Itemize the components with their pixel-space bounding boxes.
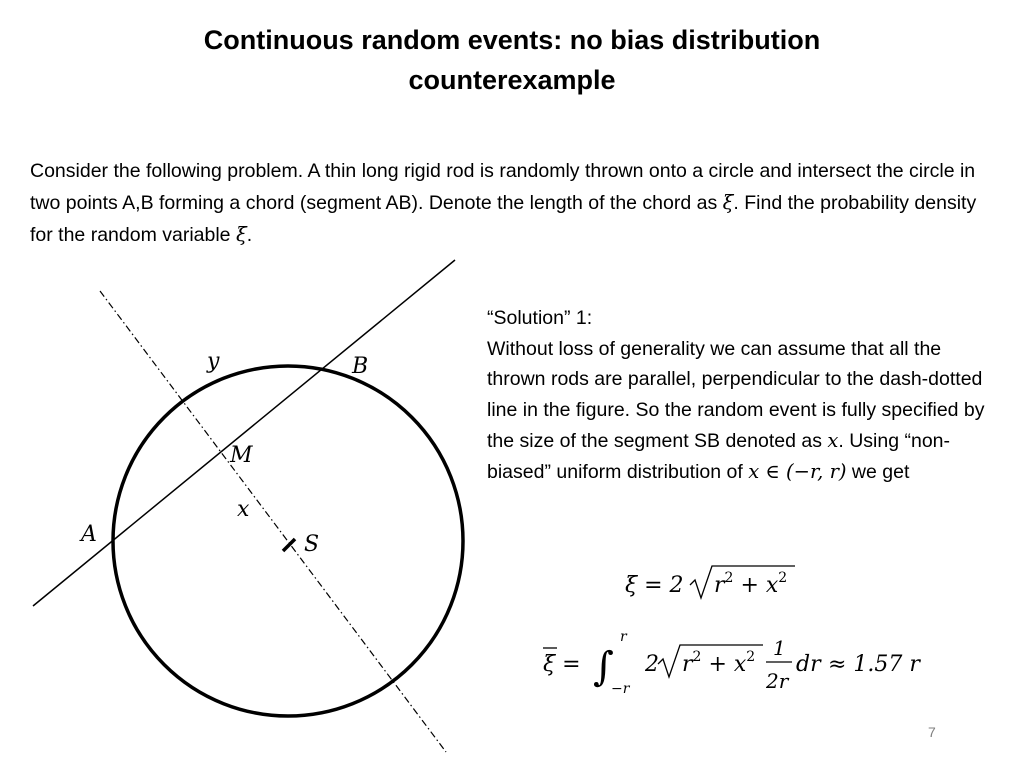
- integral-upper: r: [620, 629, 627, 645]
- exp-x: 2: [778, 570, 788, 586]
- label-x: x: [237, 497, 250, 522]
- page-number: 7: [928, 724, 936, 740]
- label-M: M: [230, 443, 253, 468]
- solution-text-2: . Using “non-biased” uniform distribution of: [487, 429, 951, 483]
- mean-exp-r: 2: [692, 649, 702, 665]
- solution-heading: “Solution” 1:: [487, 307, 593, 329]
- interval-expression: x ∈ (−r, r): [748, 459, 847, 483]
- mean-radicand-plus: +: [701, 652, 734, 677]
- integral-sign: ∫: [593, 644, 614, 690]
- formula-xi-definition: [625, 566, 795, 598]
- label-A: A: [81, 522, 97, 547]
- frac-denominator: 2r: [766, 669, 789, 693]
- slide-title-line-2: counterexample: [408, 65, 616, 95]
- formula-xi-lhs: ξ = 2: [625, 573, 684, 598]
- svg-text:ξ = 2: [625, 573, 684, 598]
- svg-text:dr: [796, 652, 822, 677]
- mean-exp-x: 2: [746, 649, 756, 665]
- svg-text:r2 + x2: [714, 570, 787, 598]
- svg-text:2: [644, 652, 659, 677]
- solution-text-1: Without loss of generality we can assume that all the thrown rods are parallel, perpendicular to the dash-dotted line in the figure. So the random event is fully specified by the size of the segment SB denoted as: [487, 337, 985, 452]
- problem-text: Consider the following problem. A thin long rigid rod is randomly thrown onto a circle and intersect the circle in two points A,B forming a chord (segment AB). Denote the length of the chord as: [30, 160, 976, 214]
- svg-text:2r: [765, 669, 790, 693]
- svg-text:1: [773, 636, 786, 660]
- integral-lower: −r: [611, 681, 630, 697]
- formula-xi-mean: [543, 629, 921, 697]
- exp-r: 2: [724, 570, 734, 586]
- approx-r: r: [909, 652, 920, 677]
- label-B: B: [352, 354, 369, 379]
- svg-text:−r: [611, 681, 631, 697]
- approx-value: ≈ 1.57: [828, 652, 910, 677]
- svg-text:ξ =: [543, 652, 581, 677]
- svg-text:r: [620, 629, 628, 645]
- problem-text-3: .: [246, 224, 253, 246]
- svg-text:≈ 1.57 r: [828, 652, 921, 677]
- xi-symbol-2: ξ: [235, 223, 247, 246]
- radicand-r: r: [714, 573, 725, 598]
- frac-numerator: 1: [773, 636, 786, 660]
- xi-symbol: ξ: [722, 191, 734, 214]
- solution-text-3: we get: [846, 460, 910, 483]
- dr: dr: [796, 652, 821, 677]
- mean-radicand-r: r: [682, 652, 693, 677]
- slide-title-line-1: Continuous random events: no bias distribution: [203, 25, 821, 55]
- label-y: y: [207, 349, 220, 374]
- problem-text-2: . Find the probability density for the random variable: [30, 192, 977, 246]
- radicand-plus: +: [733, 573, 766, 598]
- mean-lhs: ξ =: [543, 652, 581, 677]
- circle: [113, 366, 463, 716]
- x-symbol: x: [827, 428, 839, 452]
- dash-dotted-line: [100, 291, 446, 752]
- mean-radicand-x: x: [733, 652, 747, 677]
- label-S: S: [304, 532, 320, 557]
- mean-coef: 2: [645, 652, 659, 677]
- svg-text:r2 + x2: [682, 649, 755, 677]
- radicand-x: x: [765, 573, 779, 598]
- rod-line: [33, 260, 455, 606]
